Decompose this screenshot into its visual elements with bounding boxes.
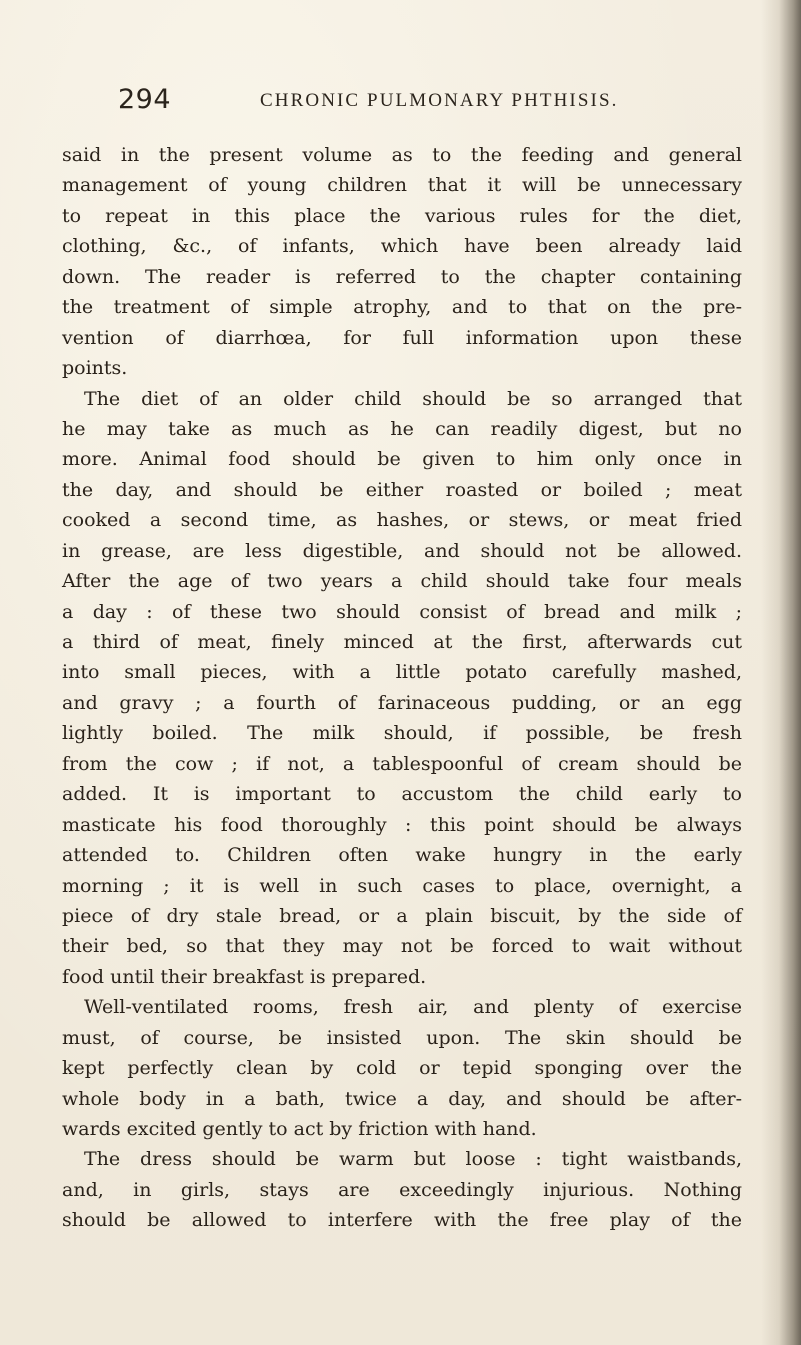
text-line: a day : of these two should consist of bread and milk ; [62,600,742,623]
text-line: their bed, so that they may not be forced to wait without [62,935,742,958]
text-line: into small pieces, with a little potato carefully mashed, [62,661,742,684]
page-number: 294 [118,84,172,115]
text-line: from the cow ; if not, a tablespoonful of cream should be [62,752,742,775]
text-line: in grease, are less digestible, and should not be allowed. [62,539,742,562]
page-edge-shadow [761,0,801,1345]
text-line: The dress should be warm but loose : tight waistbands, [84,1148,742,1171]
text-line: the treatment of simple atrophy, and to that on the pre- [62,296,742,319]
text-line: Well-ventilated rooms, fresh air, and plenty of exercise [84,996,742,1019]
body-text [62,140,742,1236]
text-line: and, in girls, stays are exceedingly injurious. Nothing [62,1178,742,1201]
text-line: The diet of an older child should be so arranged that [84,387,742,410]
page-header [118,84,738,118]
text-line: down. The reader is referred to the chapter containing [62,265,742,288]
text-line: whole body in a bath, twice a day, and should be after- [62,1087,742,1110]
text-line: must, of course, be insisted upon. The skin should be [62,1026,742,1049]
text-line: a third of meat, finely minced at the first, afterwards cut [62,631,742,653]
text-line: morning ; it is well in such cases to place, overnight, a [62,874,742,897]
running-head: CHRONIC PULMONARY PHTHISIS. [260,90,619,111]
text-line: added. It is important to accustom the child early to [62,783,742,806]
text-line: cooked a second time, as hashes, or stews, or meat fried [62,509,742,532]
text-line: attended to. Children often wake hungry in the early [62,844,742,867]
text-line: clothing, &c., of infants, which have been already laid [62,235,742,258]
text-line: he may take as much as he can readily digest, but no [62,417,742,440]
text-line: management of young children that it will be unnecessary [62,174,742,197]
text-line: the day, and should be either roasted or boiled ; meat [62,478,742,501]
text-line: kept perfectly clean by cold or tepid sponging over the [62,1057,742,1080]
text-line: piece of dry stale bread, or a plain biscuit, by the side of [62,904,742,927]
text-line: to repeat in this place the various rules for the diet, [62,204,742,227]
text-line: After the age of two years a child should take four meals [62,570,742,593]
text-line: wards excited gently to act by friction with hand. [62,1118,537,1140]
text-line: more. Animal food should be given to him only once in [62,448,742,471]
text-line: vention of diarrhœa, for full information upon these [62,326,742,349]
text-line: food until their breakfast is prepared. [62,965,427,988]
text-line: points. [62,357,128,380]
text-line: masticate his food thoroughly : this point should be always [62,813,742,836]
text-line: should be allowed to interfere with the free play of the [62,1209,742,1232]
text-line: lightly boiled. The milk should, if possible, be fresh [62,722,742,745]
text-line: said in the present volume as to the feeding and general [62,144,742,166]
text-line: and gravy ; a fourth of farinaceous pudding, or an egg [62,691,742,714]
